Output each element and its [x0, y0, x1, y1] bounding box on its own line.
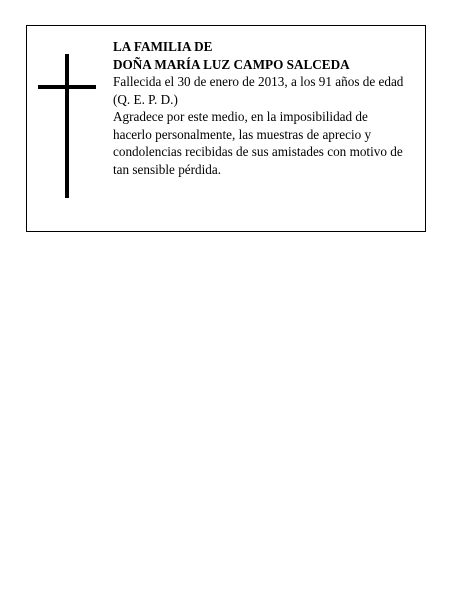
cross-horizontal-bar	[38, 85, 96, 89]
thanks-line-3: condolencias recibidas de sus amistades con motivo de	[113, 144, 403, 159]
thanks-line-2: hacerlo personalmente, las muestras de aprecio y	[113, 126, 372, 142]
heading-family: LA FAMILIA DE	[113, 39, 213, 54]
thanks-line-4: tan sensible pérdida.	[113, 161, 222, 177]
notice-text-block	[113, 38, 418, 178]
rip-line: (Q. E. P. D.)	[113, 91, 178, 107]
heading-deceased-name: DOÑA MARÍA LUZ CAMPO SALCEDA	[113, 56, 350, 72]
thanks-line-1: Agradece por este medio, en la imposibilidad de	[113, 109, 368, 124]
cross-vertical-bar	[65, 54, 69, 198]
death-date-line: Fallecida el 30 de enero de 2013, a los 91 años de edad	[113, 74, 404, 89]
